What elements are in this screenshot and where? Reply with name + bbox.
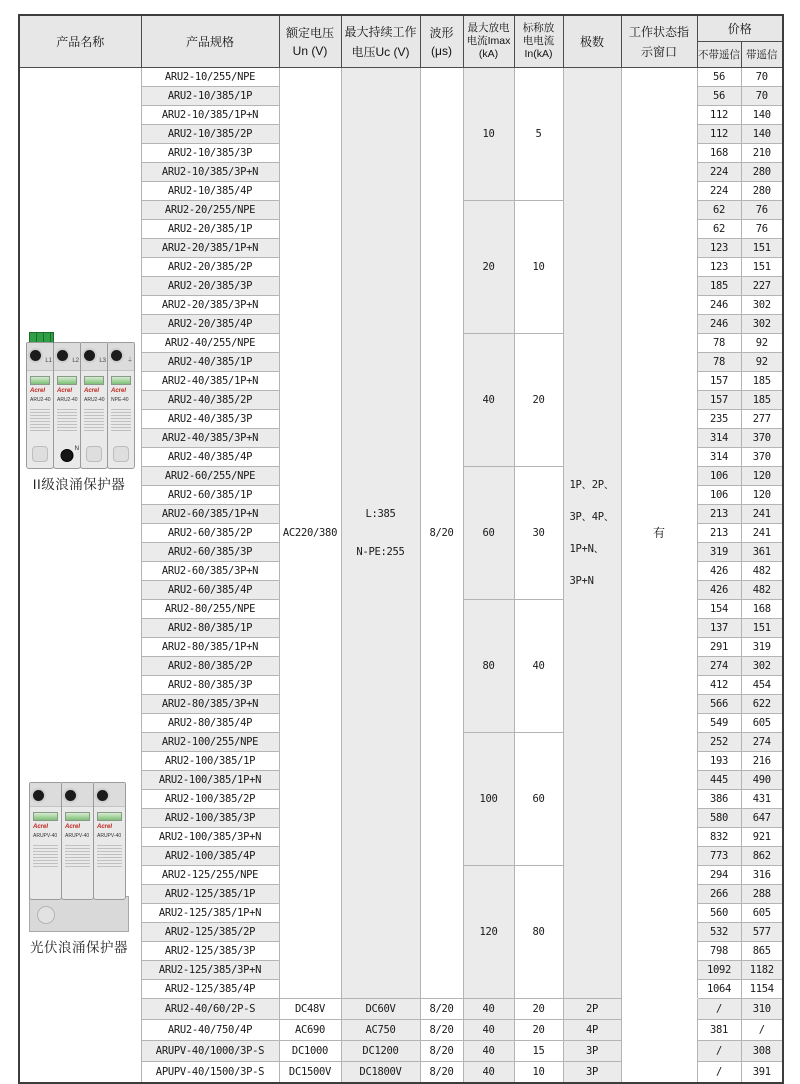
status-window-icon [111, 376, 131, 385]
waveform-cell: 8/20 [420, 1040, 463, 1061]
price-with-remote-cell: 316 [741, 865, 783, 884]
status-window-icon [30, 376, 50, 385]
status-window-icon [97, 812, 122, 821]
pv-spd-product-image [29, 782, 125, 932]
spec-cell: ARU2-100/385/3P [141, 808, 279, 827]
spec-cell: ARU2-100/385/2P [141, 789, 279, 808]
spec-cell: ARU2-40/750/4P [141, 1019, 279, 1040]
price-with-remote-cell: 185 [741, 390, 783, 409]
poles-cell: 4P [563, 1019, 621, 1040]
price-without-remote-cell: 224 [697, 162, 741, 181]
price-with-remote-cell: 921 [741, 827, 783, 846]
price-without-remote-cell: 381 [697, 1019, 741, 1040]
price-with-remote-cell: 70 [741, 67, 783, 86]
price-with-remote-cell: 454 [741, 675, 783, 694]
price-without-remote-cell: 78 [697, 333, 741, 352]
in-cell: 5 [514, 67, 563, 200]
imax-cell: 40 [463, 998, 514, 1019]
terminal-icon [30, 350, 41, 361]
in-cell: 10 [514, 1061, 563, 1083]
spec-cell: ARU2-10/385/1P+N [141, 105, 279, 124]
price-without-remote-cell: / [697, 1061, 741, 1083]
status-window-icon [65, 812, 90, 821]
spec-cell: ARU2-60/385/4P [141, 580, 279, 599]
imax-cell: 20 [463, 200, 514, 333]
price-without-remote-cell: 1092 [697, 960, 741, 979]
price-without-remote-cell: 773 [697, 846, 741, 865]
header-waveform: 波形 (μs) [420, 15, 463, 67]
spec-cell: ARU2-80/385/3P+N [141, 694, 279, 713]
price-with-remote-cell: 241 [741, 504, 783, 523]
price-with-remote-cell: 490 [741, 770, 783, 789]
price-with-remote-cell: 391 [741, 1061, 783, 1083]
price-without-remote-cell: / [697, 1040, 741, 1061]
spec-cell: ARU2-80/385/1P [141, 618, 279, 637]
price-with-remote-cell: 168 [741, 599, 783, 618]
spd-module: Acrel ARUPV-40 [93, 782, 126, 900]
price-with-remote-cell: 120 [741, 466, 783, 485]
price-without-remote-cell: 314 [697, 428, 741, 447]
spec-cell: ARU2-60/385/1P [141, 485, 279, 504]
spec-cell: ARU2-125/385/2P [141, 922, 279, 941]
price-with-remote-cell: 319 [741, 637, 783, 656]
pv-spd-caption: 光伏浪涌保护器 [30, 940, 128, 955]
spec-cell: ARU2-40/385/1P [141, 352, 279, 371]
price-with-remote-cell: 370 [741, 447, 783, 466]
spd-module: ⏚ Acrel NPE-40 [107, 342, 135, 469]
poles-cell: 2P [563, 998, 621, 1019]
price-with-remote-cell: 92 [741, 333, 783, 352]
header-price-with-remote: 带遥信 [741, 41, 783, 67]
price-with-remote-cell: 70 [741, 86, 783, 105]
spec-cell: ARU2-60/385/3P [141, 542, 279, 561]
price-without-remote-cell: 426 [697, 561, 741, 580]
imax-cell: 100 [463, 732, 514, 865]
price-with-remote-cell: 361 [741, 542, 783, 561]
product-price-table [18, 14, 784, 1084]
spec-cell: ARU2-60/385/3P+N [141, 561, 279, 580]
price-without-remote-cell: 549 [697, 713, 741, 732]
header-product-name: 产品名称 [19, 15, 141, 67]
price-without-remote-cell: 235 [697, 409, 741, 428]
header-imax: 最大放电 电流Imax (kA) [463, 15, 514, 67]
in-cell: 30 [514, 466, 563, 599]
price-without-remote-cell: 798 [697, 941, 741, 960]
terminal-icon [111, 350, 122, 361]
rated-voltage-cell: AC690 [279, 1019, 341, 1040]
price-with-remote-cell: 370 [741, 428, 783, 447]
price-with-remote-cell: 302 [741, 314, 783, 333]
rated-voltage-cell: DC1500V [279, 1061, 341, 1083]
price-without-remote-cell: 78 [697, 352, 741, 371]
price-with-remote-cell: 151 [741, 238, 783, 257]
price-without-remote-cell: 1064 [697, 979, 741, 998]
spec-cell: ARU2-40/60/2P-S [141, 998, 279, 1019]
price-without-remote-cell: 106 [697, 466, 741, 485]
price-without-remote-cell: 123 [697, 257, 741, 276]
imax-cell: 40 [463, 333, 514, 466]
status-window-empty-cell [621, 998, 697, 1083]
imax-cell: 60 [463, 466, 514, 599]
price-without-remote-cell: 106 [697, 485, 741, 504]
spec-cell: ARU2-20/385/4P [141, 314, 279, 333]
price-without-remote-cell: 185 [697, 276, 741, 295]
spec-cell: ARU2-80/385/1P+N [141, 637, 279, 656]
spec-cell: ARU2-40/385/3P+N [141, 428, 279, 447]
terminal-icon [65, 790, 76, 801]
terminal-icon [97, 790, 108, 801]
spec-cell: ARU2-125/385/3P+N [141, 960, 279, 979]
price-with-remote-cell: 241 [741, 523, 783, 542]
in-cell: 20 [514, 998, 563, 1019]
price-with-remote-cell: 76 [741, 219, 783, 238]
imax-cell: 40 [463, 1061, 514, 1083]
price-without-remote-cell: 314 [697, 447, 741, 466]
spec-cell: ARU2-20/255/NPE [141, 200, 279, 219]
spec-cell: ARU2-40/255/NPE [141, 333, 279, 352]
poles-cell: 3P [563, 1040, 621, 1061]
price-without-remote-cell: 580 [697, 808, 741, 827]
price-without-remote-cell: 62 [697, 219, 741, 238]
terminal-icon [33, 790, 44, 801]
price-without-remote-cell: 56 [697, 86, 741, 105]
spec-cell: ARU2-10/385/3P [141, 143, 279, 162]
spec-cell: ARU2-100/385/1P+N [141, 770, 279, 789]
price-without-remote-cell: 123 [697, 238, 741, 257]
price-with-remote-cell: 280 [741, 181, 783, 200]
spec-cell: ARU2-125/385/4P [141, 979, 279, 998]
spec-cell: ARU2-125/255/NPE [141, 865, 279, 884]
spec-cell: ARU2-10/385/1P [141, 86, 279, 105]
price-without-remote-cell: 56 [697, 67, 741, 86]
spec-cell: ARU2-80/385/3P [141, 675, 279, 694]
price-without-remote-cell: 445 [697, 770, 741, 789]
status-window-icon [33, 812, 58, 821]
rated-voltage-cell: AC220/380 [279, 67, 341, 998]
spec-cell: ARU2-60/385/2P [141, 523, 279, 542]
spec-cell: ARU2-80/385/4P [141, 713, 279, 732]
in-cell: 80 [514, 865, 563, 998]
price-without-remote-cell: / [697, 998, 741, 1019]
spec-cell: ARU2-40/385/1P+N [141, 371, 279, 390]
price-with-remote-cell: 310 [741, 998, 783, 1019]
price-with-remote-cell: 865 [741, 941, 783, 960]
price-without-remote-cell: 154 [697, 599, 741, 618]
spec-cell: ARUPV-40/1000/3P-S [141, 1040, 279, 1061]
price-with-remote-cell: 288 [741, 884, 783, 903]
price-with-remote-cell: 210 [741, 143, 783, 162]
price-without-remote-cell: 412 [697, 675, 741, 694]
spec-cell: ARU2-10/385/2P [141, 124, 279, 143]
max-voltage-cell: DC1200 [341, 1040, 420, 1061]
class2-spd-product-image [26, 332, 134, 469]
spec-cell: APUPV-40/1500/3P-S [141, 1061, 279, 1083]
price-with-remote-cell: 280 [741, 162, 783, 181]
spd-module: L3 Acrel ARU2-40 [80, 342, 108, 469]
spd-module: Acrel ARUPV-40 [61, 782, 94, 900]
spd-module: Acrel ARUPV-40 [29, 782, 62, 900]
imax-cell: 10 [463, 67, 514, 200]
header-in: 标称放 电电流 In(kA) [514, 15, 563, 67]
status-window-cell: 有 [621, 67, 697, 998]
price-without-remote-cell: 294 [697, 865, 741, 884]
spec-cell: ARU2-40/385/2P [141, 390, 279, 409]
price-with-remote-cell: 482 [741, 580, 783, 599]
spec-cell: ARU2-10/255/NPE [141, 67, 279, 86]
table-body [19, 67, 783, 1083]
poles-cell: 3P [563, 1061, 621, 1083]
price-with-remote-cell: 482 [741, 561, 783, 580]
in-cell: 60 [514, 732, 563, 865]
price-with-remote-cell: 431 [741, 789, 783, 808]
spec-cell: ARU2-10/385/4P [141, 181, 279, 200]
price-without-remote-cell: 193 [697, 751, 741, 770]
price-without-remote-cell: 246 [697, 314, 741, 333]
spec-cell: ARU2-80/255/NPE [141, 599, 279, 618]
price-with-remote-cell: 605 [741, 903, 783, 922]
price-with-remote-cell: 622 [741, 694, 783, 713]
price-without-remote-cell: 252 [697, 732, 741, 751]
price-without-remote-cell: 137 [697, 618, 741, 637]
terminal-icon [84, 350, 95, 361]
spec-cell: ARU2-125/385/1P+N [141, 903, 279, 922]
price-with-remote-cell: / [741, 1019, 783, 1040]
max-voltage-cell: DC60V [341, 998, 420, 1019]
spec-cell: ARU2-10/385/3P+N [141, 162, 279, 181]
knockout-circle [37, 906, 55, 924]
price-without-remote-cell: 291 [697, 637, 741, 656]
price-without-remote-cell: 112 [697, 124, 741, 143]
price-without-remote-cell: 832 [697, 827, 741, 846]
price-with-remote-cell: 605 [741, 713, 783, 732]
poles-cell: 1P、2P、 3P、4P、 1P+N、 3P+N [563, 67, 621, 998]
price-with-remote-cell: 302 [741, 656, 783, 675]
spec-cell: ARU2-40/385/3P [141, 409, 279, 428]
spec-cell: ARU2-100/255/NPE [141, 732, 279, 751]
in-cell: 15 [514, 1040, 563, 1061]
price-with-remote-cell: 302 [741, 295, 783, 314]
price-with-remote-cell: 92 [741, 352, 783, 371]
price-without-remote-cell: 112 [697, 105, 741, 124]
price-without-remote-cell: 532 [697, 922, 741, 941]
imax-cell: 80 [463, 599, 514, 732]
price-with-remote-cell: 308 [741, 1040, 783, 1061]
header-price-without-remote: 不带遥信 [697, 41, 741, 67]
imax-cell: 120 [463, 865, 514, 998]
spec-cell: ARU2-20/385/1P [141, 219, 279, 238]
waveform-cell: 8/20 [420, 998, 463, 1019]
imax-cell: 40 [463, 1040, 514, 1061]
price-without-remote-cell: 213 [697, 504, 741, 523]
price-without-remote-cell: 168 [697, 143, 741, 162]
price-without-remote-cell: 319 [697, 542, 741, 561]
rated-voltage-cell: DC1000 [279, 1040, 341, 1061]
price-with-remote-cell: 647 [741, 808, 783, 827]
header-price: 价格 [697, 15, 783, 41]
price-with-remote-cell: 577 [741, 922, 783, 941]
price-without-remote-cell: 566 [697, 694, 741, 713]
in-cell: 20 [514, 1019, 563, 1040]
price-without-remote-cell: 246 [697, 295, 741, 314]
terminal-icon [57, 350, 68, 361]
spec-cell: ARU2-125/385/1P [141, 884, 279, 903]
price-with-remote-cell: 227 [741, 276, 783, 295]
price-without-remote-cell: 224 [697, 181, 741, 200]
header-max-continuous-voltage: 最大持续工作 电压Uc (V) [341, 15, 420, 67]
price-with-remote-cell: 185 [741, 371, 783, 390]
spec-cell: ARU2-125/385/3P [141, 941, 279, 960]
price-with-remote-cell: 216 [741, 751, 783, 770]
price-with-remote-cell: 862 [741, 846, 783, 865]
max-voltage-cell: L:385 N-PE:255 [341, 67, 420, 998]
waveform-cell: 8/20 [420, 1019, 463, 1040]
price-with-remote-cell: 140 [741, 124, 783, 143]
max-voltage-cell: AC750 [341, 1019, 420, 1040]
waveform-cell: 8/20 [420, 1061, 463, 1083]
header-rated-voltage: 额定电压 Un (V) [279, 15, 341, 67]
price-without-remote-cell: 157 [697, 390, 741, 409]
price-without-remote-cell: 157 [697, 371, 741, 390]
spd-module: L2 Acrel ARU2-40 N [53, 342, 81, 469]
class2-spd-caption: II级浪涌保护器 [32, 477, 126, 492]
spec-cell: ARU2-20/385/3P+N [141, 295, 279, 314]
price-with-remote-cell: 1154 [741, 979, 783, 998]
status-window-icon [57, 376, 77, 385]
spec-cell: ARU2-100/385/1P [141, 751, 279, 770]
spec-cell: ARU2-100/385/4P [141, 846, 279, 865]
price-with-remote-cell: 1182 [741, 960, 783, 979]
header-status-window: 工作状态指 示窗口 [621, 15, 697, 67]
price-with-remote-cell: 140 [741, 105, 783, 124]
price-without-remote-cell: 426 [697, 580, 741, 599]
imax-cell: 40 [463, 1019, 514, 1040]
price-with-remote-cell: 120 [741, 485, 783, 504]
spec-cell: ARU2-20/385/3P [141, 276, 279, 295]
header-spec: 产品规格 [141, 15, 279, 67]
spec-cell: ARU2-20/385/2P [141, 257, 279, 276]
price-with-remote-cell: 151 [741, 257, 783, 276]
price-without-remote-cell: 560 [697, 903, 741, 922]
in-cell: 40 [514, 599, 563, 732]
spec-cell: ARU2-40/385/4P [141, 447, 279, 466]
waveform-cell: 8/20 [420, 67, 463, 998]
price-with-remote-cell: 274 [741, 732, 783, 751]
header-poles: 极数 [563, 15, 621, 67]
price-with-remote-cell: 151 [741, 618, 783, 637]
price-without-remote-cell: 62 [697, 200, 741, 219]
spec-cell: ARU2-60/255/NPE [141, 466, 279, 485]
price-without-remote-cell: 266 [697, 884, 741, 903]
price-without-remote-cell: 213 [697, 523, 741, 542]
price-with-remote-cell: 76 [741, 200, 783, 219]
rated-voltage-cell: DC48V [279, 998, 341, 1019]
price-without-remote-cell: 274 [697, 656, 741, 675]
in-cell: 20 [514, 333, 563, 466]
spec-cell: ARU2-100/385/3P+N [141, 827, 279, 846]
max-voltage-cell: DC1800V [341, 1061, 420, 1083]
spec-cell: ARU2-80/385/2P [141, 656, 279, 675]
spd-module: L1 Acrel ARU2-40 [26, 342, 54, 469]
spec-cell: ARU2-20/385/1P+N [141, 238, 279, 257]
in-cell: 10 [514, 200, 563, 333]
price-without-remote-cell: 386 [697, 789, 741, 808]
price-with-remote-cell: 277 [741, 409, 783, 428]
spec-cell: ARU2-60/385/1P+N [141, 504, 279, 523]
status-window-icon [84, 376, 104, 385]
